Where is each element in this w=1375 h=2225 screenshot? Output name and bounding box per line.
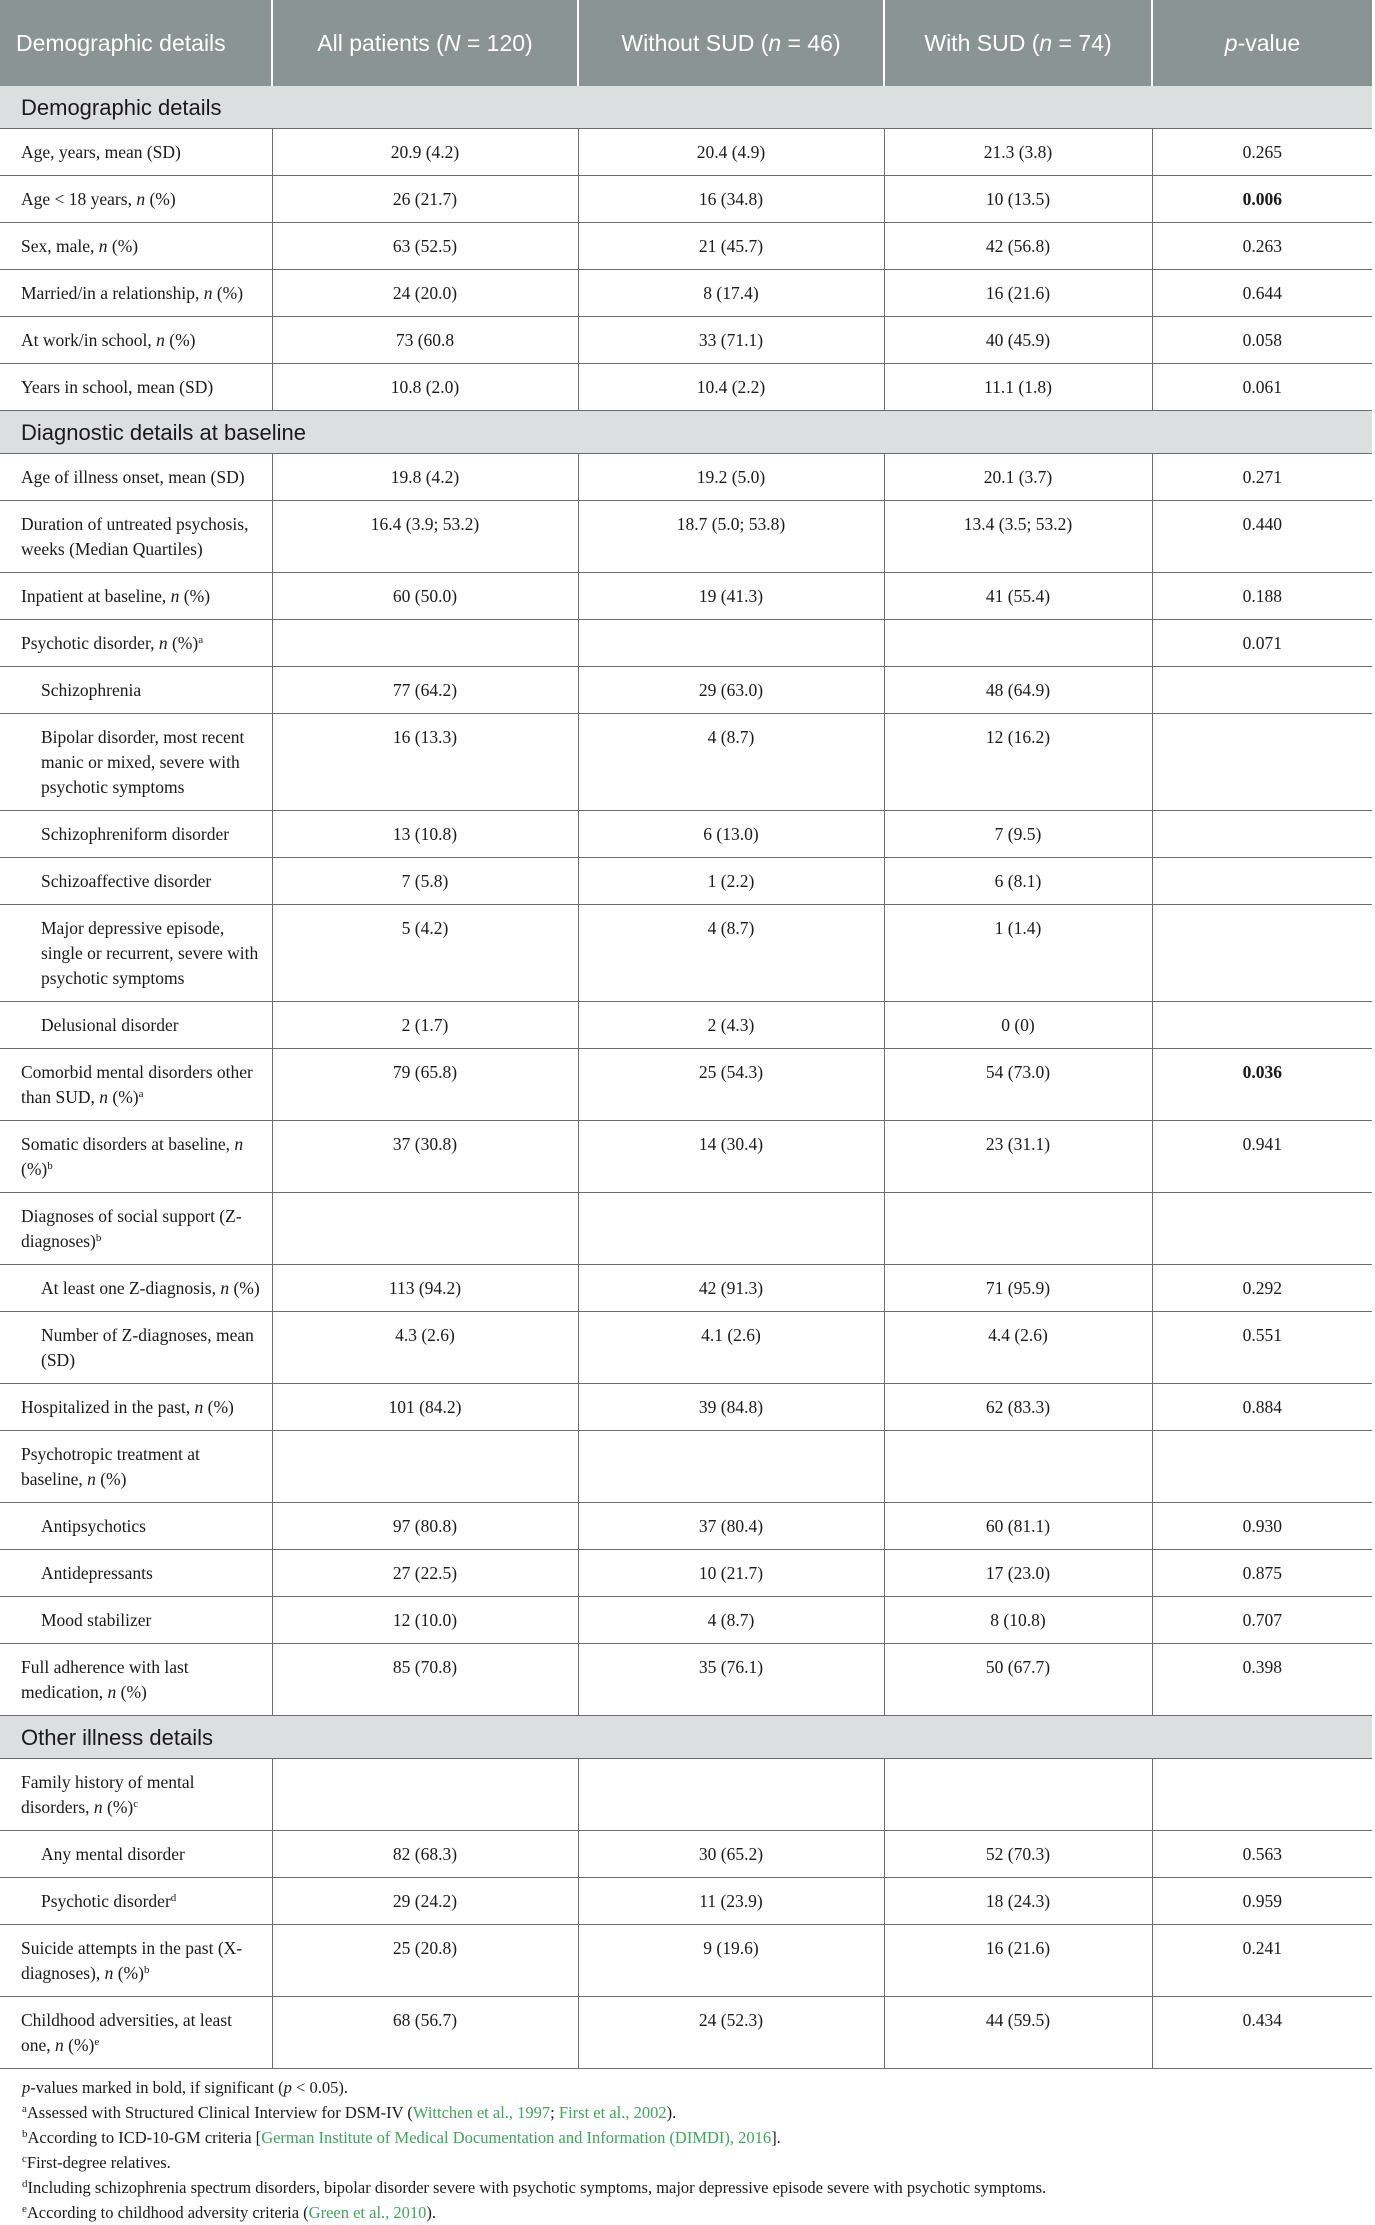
value-all-patients: 79 (65.8) [272,1049,578,1121]
row-label-text: Psychotic disorder [41,1891,171,1911]
value-all-patients: 29 (24.2) [272,1878,578,1925]
value-with-sud: 13.4 (3.5; 53.2) [884,501,1152,573]
row-label-text: Full adherence with last medication, n (%) [21,1657,189,1702]
value-all-patients: 7 (5.8) [272,858,578,905]
row-label-text: Number of Z-diagnoses, mean (SD) [41,1325,254,1370]
table-row [0,1049,1372,1121]
value-with-sud: 52 (70.3) [884,1831,1152,1878]
row-label [0,667,272,714]
footnote-marker: b [95,1232,102,1244]
value-without-sud: 42 (91.3) [578,1265,884,1312]
table-row [0,714,1372,811]
value-with-sud: 1 (1.4) [884,905,1152,1002]
value-all-patients: 68 (56.7) [272,1997,578,2069]
value-with-sud: 16 (21.6) [884,1925,1152,1997]
value-without-sud [578,1193,884,1265]
value-all-patients: 5 (4.2) [272,905,578,1002]
value-all-patients: 20.9 (4.2) [272,129,578,176]
footnote-a: $^a$Assessed with Structured Clinical Interview for DSM-IV (Wittchen et al., 1997; First et al., 2002). [22,2103,677,2122]
footnote-marker: b [47,1160,53,1172]
row-label-text: Childhood adversities, at least one, n (%) [21,2010,232,2055]
value-with-sud: 10 (13.5) [884,176,1152,223]
value-all-patients: 37 (30.8) [272,1121,578,1193]
row-label [0,1312,272,1384]
table-row [0,454,1372,501]
row-label [0,811,272,858]
table-row [0,811,1372,858]
header-all-patients: All patients (N = 120) [272,0,578,86]
value-without-sud: 24 (52.3) [578,1997,884,2069]
row-label [0,1431,272,1503]
table-row [0,573,1372,620]
row-label [0,1925,272,1997]
value-without-sud [578,620,884,667]
row-label-text: Psychotic disorder, n (%) [21,633,199,653]
value-without-sud: 4 (8.7) [578,714,884,811]
row-label-text: Any mental disorder [41,1844,185,1864]
value-with-sud: 54 (73.0) [884,1049,1152,1121]
row-label-text: Somatic disorders at baseline, n (%) [21,1134,244,1179]
row-label [0,129,272,176]
row-label [0,317,272,364]
footnote-marker: a [138,1088,144,1100]
table-row [0,1431,1372,1503]
section-header-row [0,86,1372,129]
value-all-patients: 24 (20.0) [272,270,578,317]
row-label-text: Age of illness onset, mean (SD) [21,467,245,487]
value-with-sud: 6 (8.1) [884,858,1152,905]
value-with-sud: 48 (64.9) [884,667,1152,714]
value-without-sud: 10.4 (2.2) [578,364,884,411]
value-all-patients: 63 (52.5) [272,223,578,270]
value-p: 0.271 [1152,454,1372,501]
value-p: 0.292 [1152,1265,1372,1312]
value-with-sud: 62 (83.3) [884,1384,1152,1431]
table-row [0,1759,1372,1831]
section-header-row [0,1716,1372,1759]
citation-link[interactable]: Green et al., 2010 [308,2203,427,2222]
value-without-sud: 33 (71.1) [578,317,884,364]
row-label [0,1831,272,1878]
value-p: 0.440 [1152,501,1372,573]
row-label [0,1503,272,1550]
value-with-sud: 16 (21.6) [884,270,1152,317]
value-all-patients: 113 (94.2) [272,1265,578,1312]
value-p: 0.263 [1152,223,1372,270]
value-without-sud: 11 (23.9) [578,1878,884,1925]
row-label-text: Comorbid mental disorders other than SUD, n (%) [21,1062,253,1107]
row-label [0,620,272,667]
value-p: 0.551 [1152,1312,1372,1384]
table-row [0,620,1372,667]
row-label-text: Schizophrenia [41,680,142,700]
section-title: Other illness details [0,1716,1372,1759]
value-all-patients: 10.8 (2.0) [272,364,578,411]
table-row [0,1002,1372,1049]
value-with-sud: 41 (55.4) [884,573,1152,620]
table-header-row [0,0,1372,86]
citation-link[interactable]: First et al., 2002 [558,2103,667,2122]
row-label-text: Psychotropic treatment at baseline, n (%) [21,1444,200,1489]
value-all-patients: 60 (50.0) [272,573,578,620]
row-label-text: Mood stabilizer [41,1610,152,1630]
table-footnotes [0,2069,1375,2225]
value-p [1152,811,1372,858]
table-body [0,86,1372,2069]
row-label [0,176,272,223]
table-row [0,1193,1372,1265]
table-row [0,1550,1372,1597]
value-without-sud: 19.2 (5.0) [578,454,884,501]
value-with-sud: 60 (81.1) [884,1503,1152,1550]
value-all-patients: 27 (22.5) [272,1550,578,1597]
value-without-sud: 29 (63.0) [578,667,884,714]
value-p: 0.707 [1152,1597,1372,1644]
value-without-sud: 2 (4.3) [578,1002,884,1049]
value-all-patients: 85 (70.8) [272,1644,578,1716]
value-with-sud [884,620,1152,667]
row-label [0,1121,272,1193]
table-row [0,270,1372,317]
footnote-b: $^b$According to ICD-10-GM criteria [German Institute of Medical Documentation and Information (DIMDI), 2016]. [22,2128,781,2147]
row-label [0,714,272,811]
table-row [0,1503,1372,1550]
value-without-sud: 9 (19.6) [578,1925,884,1997]
row-label-text: Age, years, mean (SD) [21,142,181,162]
value-without-sud: 18.7 (5.0; 53.8) [578,501,884,573]
footnote-marker: a [198,634,204,646]
value-p: 0.058 [1152,317,1372,364]
header-p-value: p-value [1152,0,1372,86]
value-with-sud: 0 (0) [884,1002,1152,1049]
section-title: Demographic details [0,86,1372,129]
value-without-sud: 30 (65.2) [578,1831,884,1878]
value-without-sud [578,1759,884,1831]
row-label [0,1384,272,1431]
value-all-patients [272,1193,578,1265]
value-p [1152,905,1372,1002]
row-label [0,858,272,905]
value-p: 0.036 [1152,1049,1372,1121]
value-p [1152,858,1372,905]
value-with-sud: 4.4 (2.6) [884,1312,1152,1384]
value-p: 0.265 [1152,129,1372,176]
row-label [0,1644,272,1716]
value-p [1152,1193,1372,1265]
value-without-sud: 16 (34.8) [578,176,884,223]
value-with-sud: 7 (9.5) [884,811,1152,858]
value-all-patients: 16 (13.3) [272,714,578,811]
value-p: 0.941 [1152,1121,1372,1193]
citation-link[interactable]: Wittchen et al., 1997 [412,2103,551,2122]
value-with-sud: 17 (23.0) [884,1550,1152,1597]
row-label-text: Delusional disorder [41,1015,179,1035]
table-row [0,1265,1372,1312]
row-label [0,1597,272,1644]
table-row [0,1831,1372,1878]
header-demographic-details: Demographic details [0,0,272,86]
row-label-text: Years in school, mean (SD) [21,377,214,397]
row-label [0,1193,272,1265]
table-row [0,1312,1372,1384]
value-p: 0.434 [1152,1997,1372,2069]
value-all-patients: 73 (60.8 [272,317,578,364]
section-title: Diagnostic details at baseline [0,411,1372,454]
value-with-sud: 71 (95.9) [884,1265,1152,1312]
footnote-marker: c [133,1798,139,1810]
value-p [1152,714,1372,811]
value-p: 0.006 [1152,176,1372,223]
row-label-text: Bipolar disorder, most recent manic or mixed, severe with psychotic symptoms [41,727,245,797]
value-with-sud [884,1193,1152,1265]
value-with-sud: 23 (31.1) [884,1121,1152,1193]
value-all-patients: 19.8 (4.2) [272,454,578,501]
value-all-patients: 2 (1.7) [272,1002,578,1049]
value-all-patients: 12 (10.0) [272,1597,578,1644]
value-without-sud: 25 (54.3) [578,1049,884,1121]
footnote-significance: p-values marked in bold, if significant (p < 0.05). [22,2078,348,2097]
value-all-patients [272,1431,578,1503]
value-without-sud: 8 (17.4) [578,270,884,317]
value-all-patients: 77 (64.2) [272,667,578,714]
value-with-sud: 8 (10.8) [884,1597,1152,1644]
value-all-patients: 82 (68.3) [272,1831,578,1878]
value-all-patients [272,1759,578,1831]
value-all-patients: 101 (84.2) [272,1384,578,1431]
row-label-text: Family history of mental disorders, n (%) [21,1772,195,1817]
value-p: 0.061 [1152,364,1372,411]
value-p: 0.930 [1152,1503,1372,1550]
value-without-sud: 14 (30.4) [578,1121,884,1193]
row-label-text: Major depressive episode, single or recurrent, severe with psychotic symptoms [41,918,259,988]
footnote-marker: e [94,2036,100,2048]
value-with-sud: 50 (67.7) [884,1644,1152,1716]
value-p: 0.875 [1152,1550,1372,1597]
value-without-sud [578,1431,884,1503]
row-label-text: Duration of untreated psychosis, weeks (Median Quartiles) [21,514,249,559]
row-label [0,1550,272,1597]
value-without-sud: 4.1 (2.6) [578,1312,884,1384]
footnote-e: $^e$According to childhood adversity criteria (Green et al., 2010). [22,2203,437,2222]
value-all-patients: 25 (20.8) [272,1925,578,1997]
footnote-c: $^c$First-degree relatives. [22,2153,171,2172]
value-with-sud: 21.3 (3.8) [884,129,1152,176]
row-label [0,270,272,317]
value-with-sud: 12 (16.2) [884,714,1152,811]
value-with-sud: 20.1 (3.7) [884,454,1152,501]
row-label-text: Hospitalized in the past, n (%) [21,1397,234,1417]
row-label [0,223,272,270]
table-row [0,1597,1372,1644]
citation-link[interactable]: German Institute of Medical Documentation and Information (DIMDI), 2016 [261,2128,772,2147]
row-label [0,501,272,573]
table-row [0,667,1372,714]
row-label-text: Inpatient at baseline, n (%) [21,586,211,606]
value-p: 0.644 [1152,270,1372,317]
section-header-row [0,411,1372,454]
row-label [0,364,272,411]
value-all-patients: 4.3 (2.6) [272,1312,578,1384]
row-label-text: At work/in school, n (%) [21,330,196,350]
value-all-patients: 97 (80.8) [272,1503,578,1550]
row-label-text: At least one Z-diagnosis, n (%) [41,1278,260,1298]
value-without-sud: 37 (80.4) [578,1503,884,1550]
row-label-text: Schizophreniform disorder [41,824,230,844]
value-all-patients [272,620,578,667]
value-with-sud: 11.1 (1.8) [884,364,1152,411]
value-with-sud: 18 (24.3) [884,1878,1152,1925]
row-label [0,1002,272,1049]
row-label [0,454,272,501]
row-label [0,1265,272,1312]
value-without-sud: 6 (13.0) [578,811,884,858]
value-with-sud: 44 (59.5) [884,1997,1152,2069]
table-row [0,317,1372,364]
footnote-marker: d [170,1892,177,1904]
footnote-d: $^d$Including schizophrenia spectrum disorders, bipolar disorder severe with psychotic symptoms, major depressive episode severe with psychotic symptoms. [22,2178,1047,2197]
value-with-sud [884,1759,1152,1831]
table-row [0,501,1372,573]
row-label-text: Schizoaffective disorder [41,871,212,891]
table-row [0,1384,1372,1431]
value-all-patients: 13 (10.8) [272,811,578,858]
table-row [0,176,1372,223]
value-without-sud: 20.4 (4.9) [578,129,884,176]
row-label [0,1997,272,2069]
value-without-sud: 19 (41.3) [578,573,884,620]
table-row [0,1121,1372,1193]
table-row [0,858,1372,905]
row-label-text: Suicide attempts in the past (X-diagnoses), n (%) [21,1938,243,1983]
value-p: 0.241 [1152,1925,1372,1997]
header-with-sud: With SUD (n = 74) [884,0,1152,86]
value-all-patients: 16.4 (3.9; 53.2) [272,501,578,573]
value-p [1152,1759,1372,1831]
row-label-text: Antidepressants [41,1563,153,1583]
table-row [0,905,1372,1002]
value-p [1152,1002,1372,1049]
table-row [0,1878,1372,1925]
header-without-sud: Without SUD (n = 46) [578,0,884,86]
value-with-sud: 40 (45.9) [884,317,1152,364]
value-p: 0.071 [1152,620,1372,667]
row-label [0,905,272,1002]
table-row [0,1925,1372,1997]
row-label-text: Married/in a relationship, n (%) [21,283,244,303]
value-p: 0.959 [1152,1878,1372,1925]
table-row [0,364,1372,411]
row-label [0,1049,272,1121]
row-label-text: Age < 18 years, n (%) [21,189,176,209]
value-all-patients: 26 (21.7) [272,176,578,223]
footnote-marker: b [143,1964,150,1976]
value-p: 0.884 [1152,1384,1372,1431]
value-p: 0.188 [1152,573,1372,620]
row-label-text: Antipsychotics [41,1516,146,1536]
row-label [0,1759,272,1831]
value-without-sud: 4 (8.7) [578,1597,884,1644]
table-row [0,1644,1372,1716]
row-label [0,1878,272,1925]
table-row [0,1997,1372,2069]
row-label-text: Diagnoses of social support (Z-diagnoses) [21,1206,242,1251]
value-p [1152,667,1372,714]
table-row [0,129,1372,176]
value-without-sud: 4 (8.7) [578,905,884,1002]
value-p: 0.563 [1152,1831,1372,1878]
value-with-sud [884,1431,1152,1503]
value-without-sud: 1 (2.2) [578,858,884,905]
row-label [0,573,272,620]
value-without-sud: 35 (76.1) [578,1644,884,1716]
value-with-sud: 42 (56.8) [884,223,1152,270]
value-without-sud: 39 (84.8) [578,1384,884,1431]
row-label-text: Sex, male, n (%) [21,236,139,256]
table-row [0,223,1372,270]
value-without-sud: 21 (45.7) [578,223,884,270]
value-without-sud: 10 (21.7) [578,1550,884,1597]
value-p: 0.398 [1152,1644,1372,1716]
value-p [1152,1431,1372,1503]
